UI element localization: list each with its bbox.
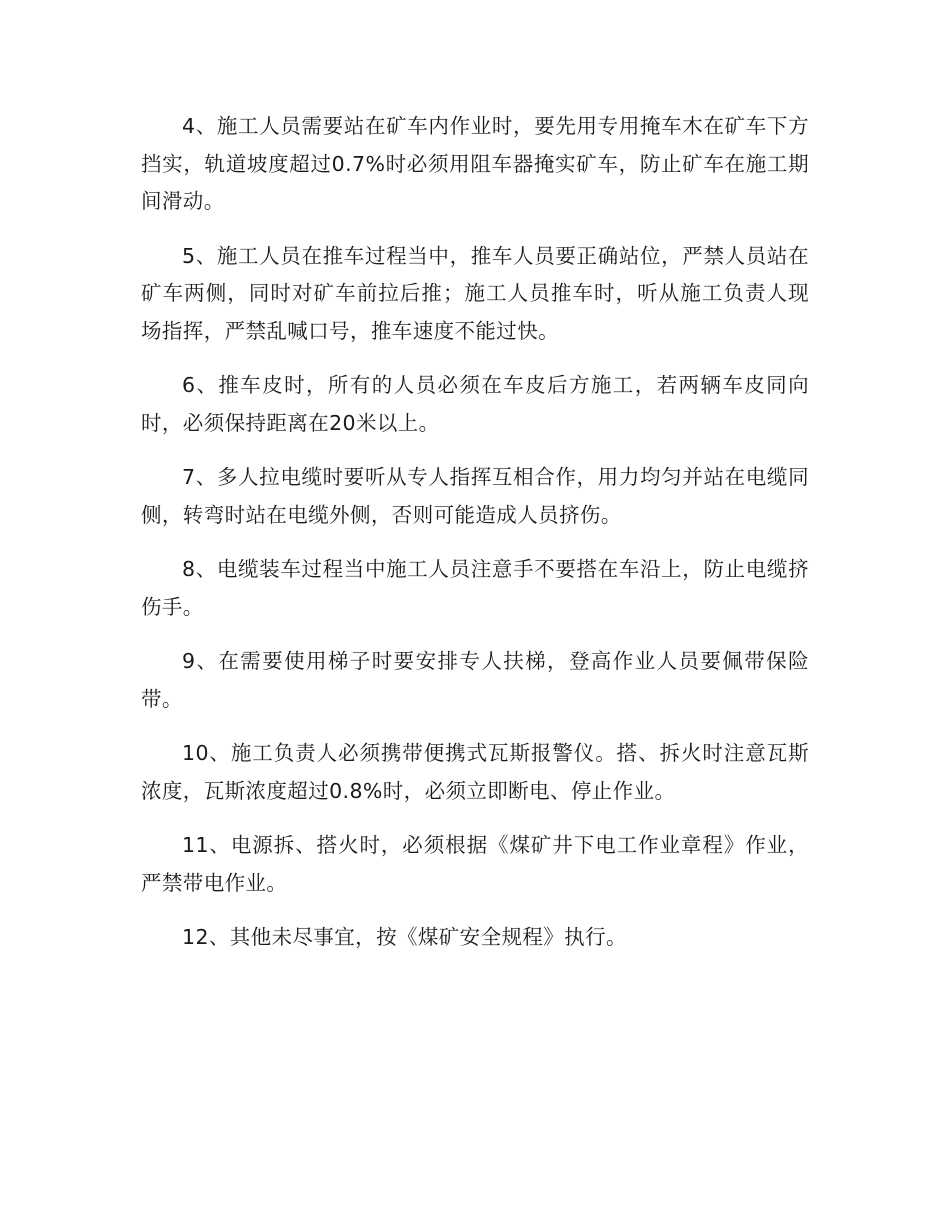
paragraph-item-10: 10、施工负责人必须携带便携式瓦斯报警仪。搭、拆火时注意瓦斯浓度，瓦斯浓度超过0.8%时，必须立即断电、停止作业。: [141, 741, 809, 803]
paragraph-item-4: 4、施工人员需要站在矿车内作业时，要先用专用掩车木在矿车下方挡实，轨道坡度超过0.7%时必须用阻车器掩实矿车，防止矿车在施工期间滑动。: [141, 114, 809, 213]
paragraph-item-6: 6、推车皮时，所有的人员必须在车皮后方施工，若两辆车皮同向时，必须保持距离在20米以上。: [141, 373, 809, 435]
document-body: [141, 108, 809, 974]
paragraph-item-8: 8、电缆装车过程当中施工人员注意手不要搭在车沿上，防止电缆挤伤手。: [141, 557, 809, 619]
paragraph-item-7: 7、多人拉电缆时要听从专人指挥互相合作，用力均匀并站在电缆同侧，转弯时站在电缆外侧，否则可能造成人员挤伤。: [141, 465, 809, 527]
paragraph-item-12: 12、其他未尽事宜，按《煤矿安全规程》执行。: [182, 925, 627, 949]
paragraph-item-9: 9、在需要使用梯子时要安排专人扶梯，登高作业人员要佩带保险带。: [141, 649, 809, 711]
paragraph-item-5: 5、施工人员在推车过程当中，推车人员要正确站位，严禁人员站在矿车两侧，同时对矿车前拉后推；施工人员推车时，听从施工负责人现场指挥，严禁乱喊口号，推车速度不能过快。: [141, 243, 809, 343]
paragraph-item-11: 11、电源拆、搭火时，必须根据《煤矿井下电工作业章程》作业，严禁带电作业。: [141, 833, 809, 895]
